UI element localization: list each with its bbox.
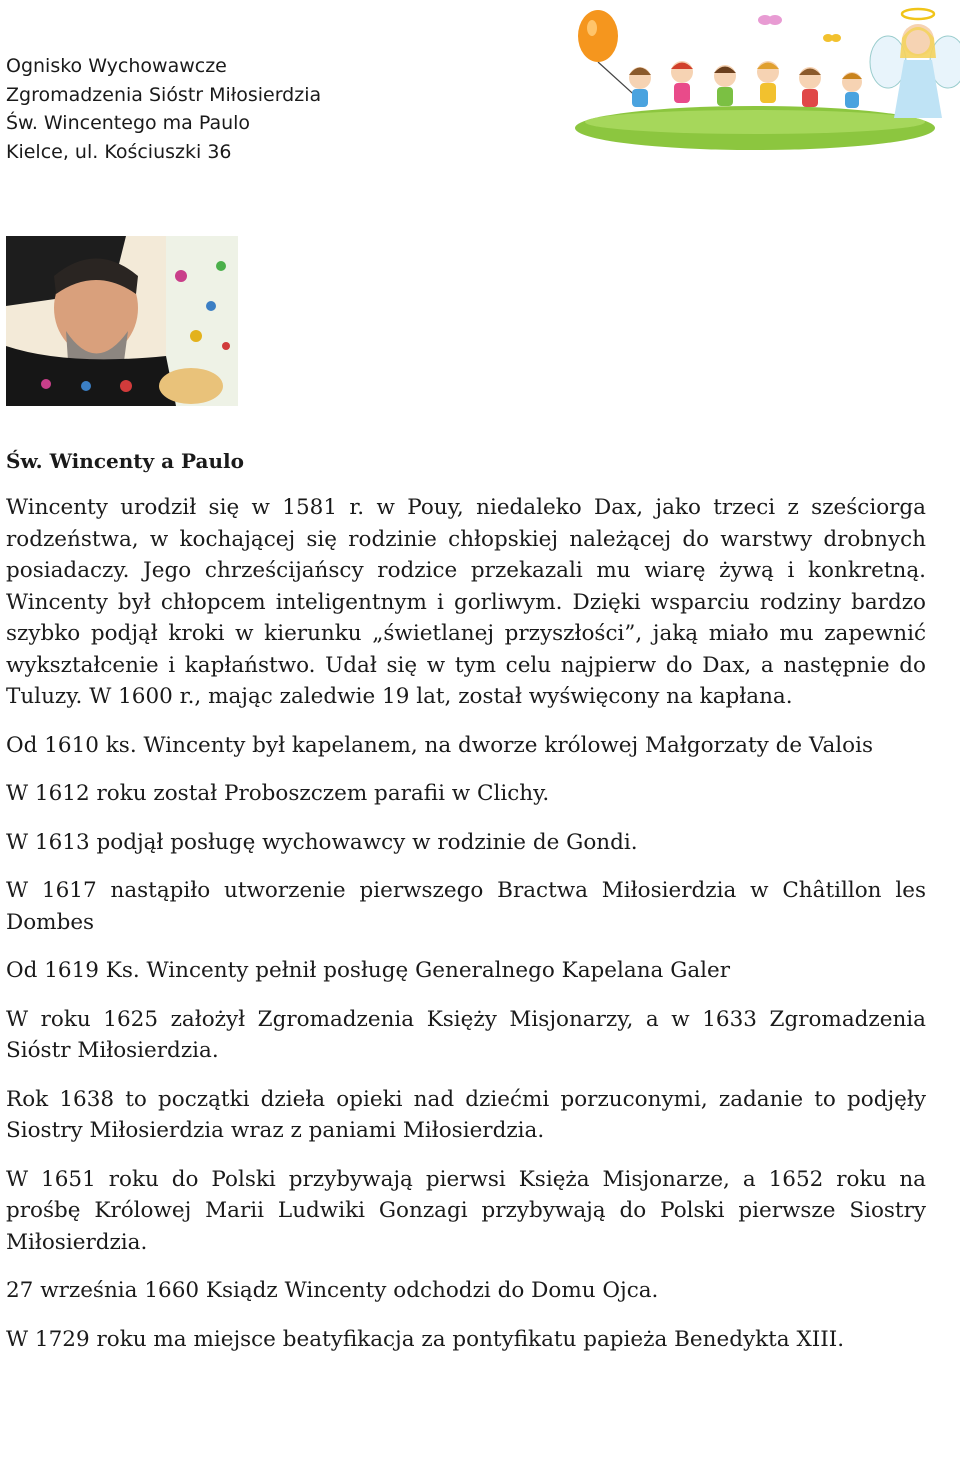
paragraph-9: W 1651 roku do Polski przybywają pierwsi Księża Misjonarze, a 1652 roku na prośbę Królowej Marii Ludwiki Gonzagi przybywają do Polski pierwsze Siostry Miłosierdzia. (6, 1166, 926, 1255)
children-balloon-angel-clipart (570, 0, 960, 160)
header-line-2: Zgromadzenia Sióstr Miłosierdzia (6, 83, 322, 106)
paragraph-2: Od 1610 ks. Wincenty był kapelanem, na dworze królowej Małgorzaty de Valois (6, 732, 873, 758)
paragraph-6: Od 1619 Ks. Wincenty pełnił posługę Generalnego Kapelana Galer (6, 958, 731, 983)
paragraph-5: W 1617 nastąpiło utworzenie pierwszego Bractwa Miłosierdzia w Châtillon les Dombes (6, 878, 926, 935)
header-line-1: Ognisko Wychowawcze (6, 55, 227, 77)
header-line-4: Kielce, ul. Kościuszki 36 (6, 140, 232, 163)
biography-text (6, 492, 926, 1372)
paragraph-8: Rok 1638 to początki dzieła opieki nad dziećmi porzuconymi, zadanie to podjęły Siostry Miłosierdzia wraz z paniami Miłosierdzia. (6, 1086, 926, 1143)
paragraph-7: W roku 1625 założył Zgromadzenia Księży Misjonarzy, a w 1633 Zgromadzenia Sióstr Miłosierdzia. (6, 1006, 926, 1063)
page-title: Św. Wincenty a Paulo (6, 449, 244, 473)
header-line-3: Św. Wincentego ma Paulo (6, 112, 251, 134)
paragraph-11: W 1729 roku ma miejsce beatyfikacja za pontyfikatu papieża Benedykta XIII. (6, 1326, 845, 1352)
saint-vincent-portrait (6, 236, 238, 406)
paragraph-4: W 1613 podjął posługę wychowawcy w rodzinie de Gondi. (6, 829, 638, 855)
paragraph-1: Wincenty urodził się w 1581 r. w Pouy, niedaleko Dax, jako trzeci z sześciorga rodzeństwa, w kochającej się rodzinie chłopskiej należącej do warstwy drobnych posiadaczy. Jego chrześcijańscy rodzice przekazali mu wiarę żywą i konkretną. Wincenty był chłopcem inteligentnym i gorliwym. Dzięki wsparciu rodziny bardzo szybko podjął kroki w kierunku „świetlanej przyszłości”, jaką miało mu zapewnić wykształcenie i kapłaństwo. Udał się w tym celu najpierw do Dax, a następnie do Tuluzy. W 1600 r., mając zaledwie 19 lat, został wyświęcony na kapłana. (6, 495, 926, 709)
paragraph-3: W 1612 roku został Proboszczem parafii w Clichy. (6, 781, 550, 806)
institution-header (6, 52, 321, 166)
paragraph-10: 27 września 1660 Ksiądz Wincenty odchodzi do Domu Ojca. (6, 1278, 659, 1303)
